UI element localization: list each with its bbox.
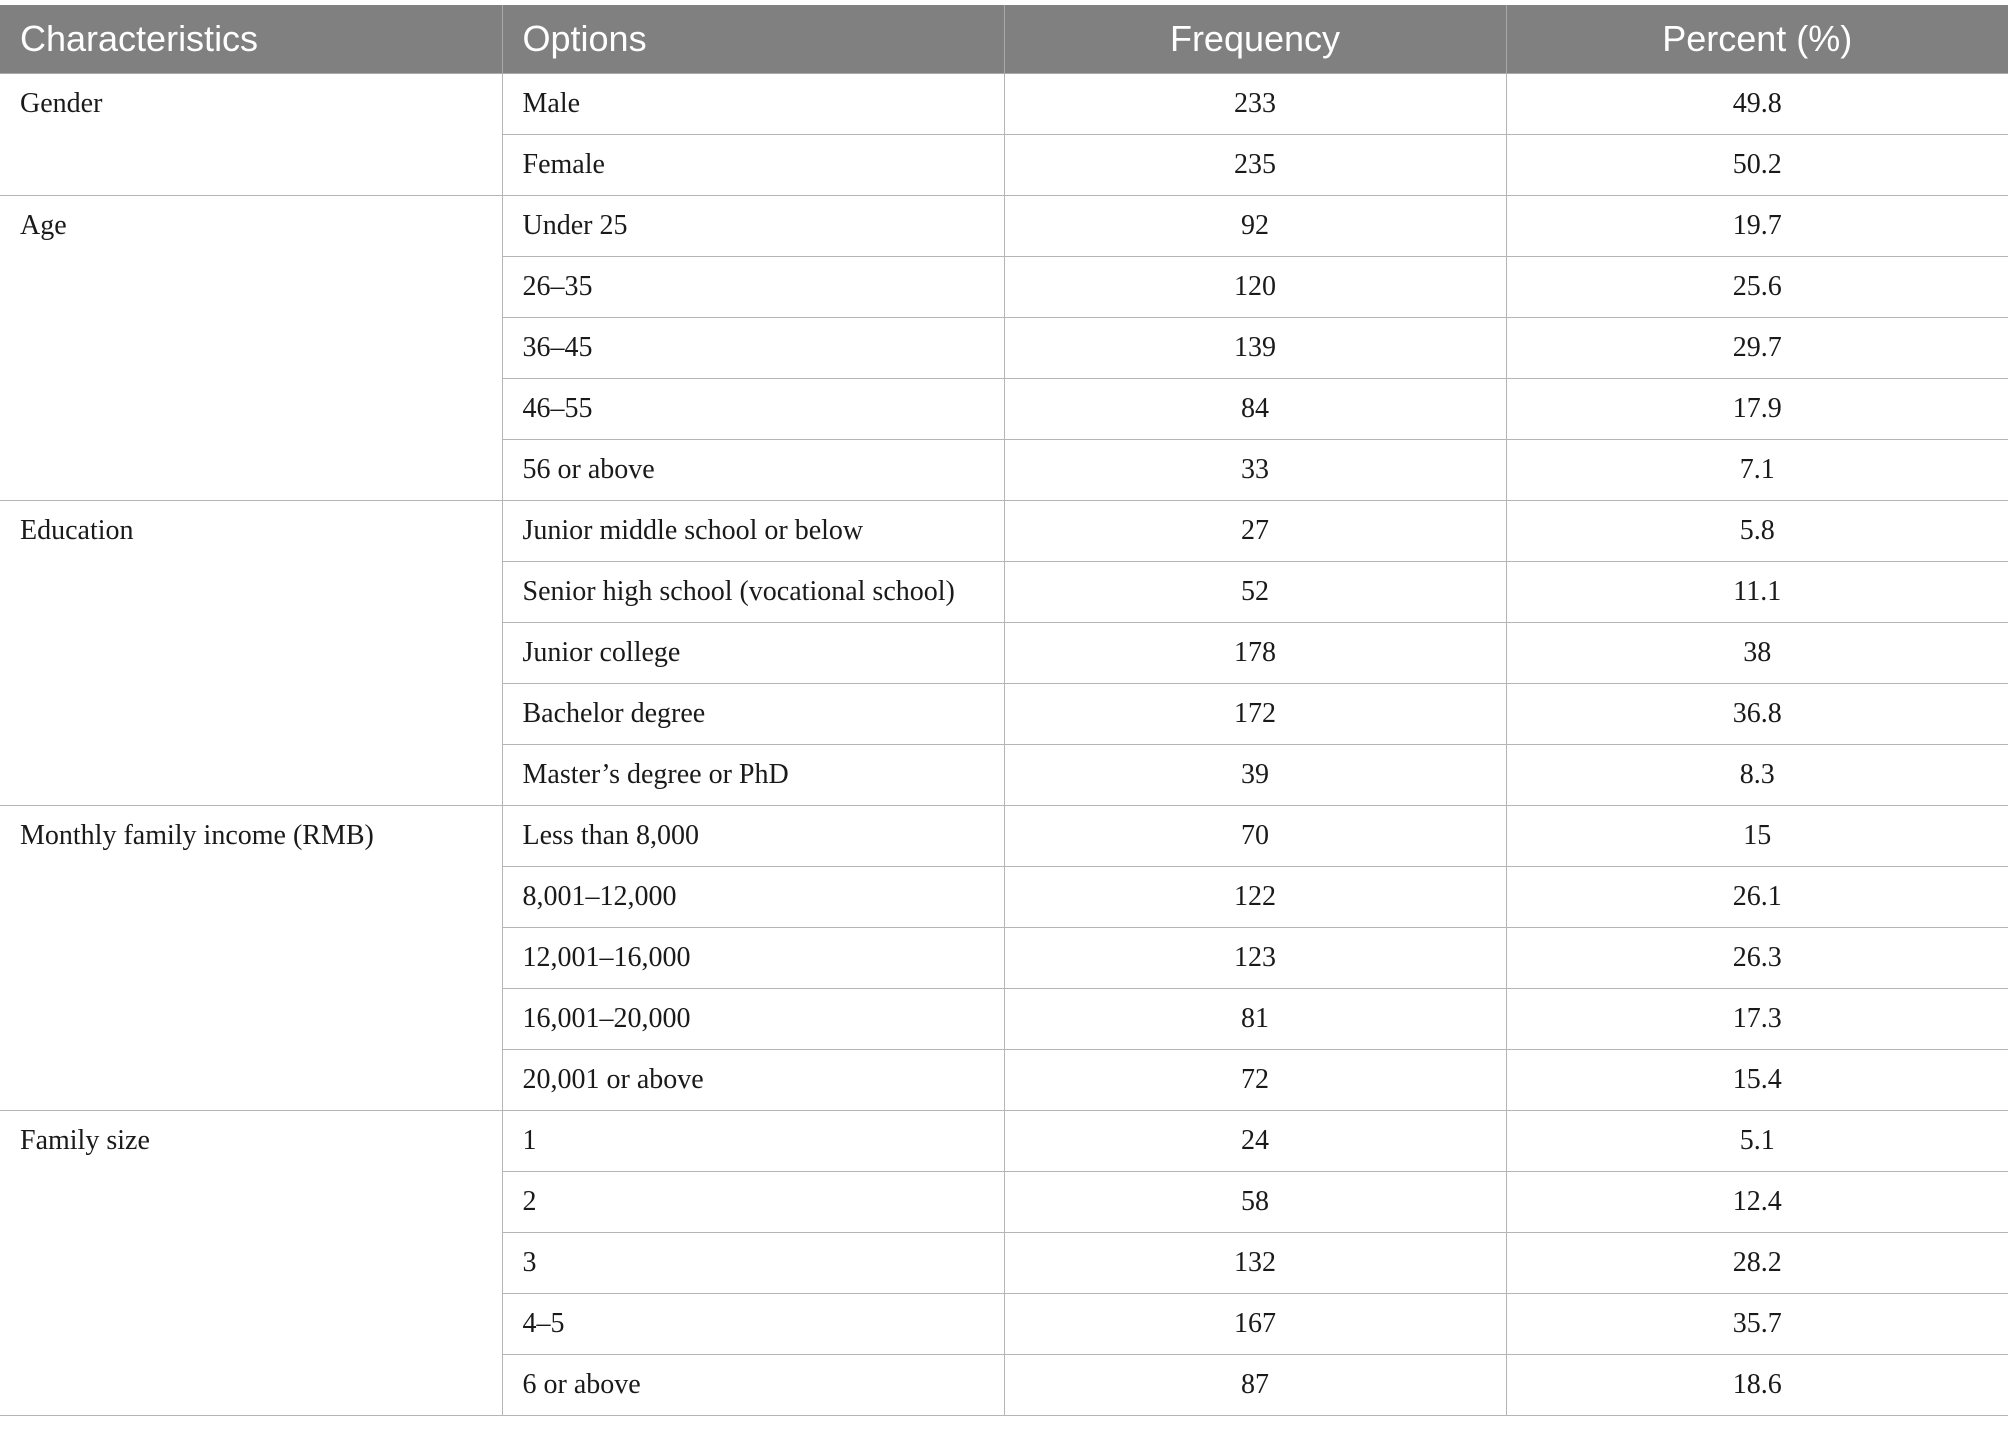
- frequency-cell: 58: [1004, 1172, 1506, 1233]
- frequency-cell: 84: [1004, 379, 1506, 440]
- table-body: [0, 74, 2008, 1416]
- option-cell: 26–35: [502, 257, 1004, 318]
- percent-cell: 15.4: [1506, 1050, 2008, 1111]
- table-row: [0, 501, 2008, 562]
- characteristics-table: [0, 5, 2008, 1416]
- header-row: [0, 5, 2008, 74]
- table-row: [0, 74, 2008, 135]
- percent-cell: 7.1: [1506, 440, 2008, 501]
- frequency-cell: 120: [1004, 257, 1506, 318]
- percent-cell: 49.8: [1506, 74, 2008, 135]
- percent-cell: 19.7: [1506, 196, 2008, 257]
- frequency-cell: 139: [1004, 318, 1506, 379]
- header-percent: Percent (%): [1506, 5, 2008, 74]
- percent-cell: 38: [1506, 623, 2008, 684]
- option-cell: 12,001–16,000: [502, 928, 1004, 989]
- header-frequency: Frequency: [1004, 5, 1506, 74]
- table-container: [0, 5, 2009, 1416]
- option-cell: 20,001 or above: [502, 1050, 1004, 1111]
- frequency-cell: 24: [1004, 1111, 1506, 1172]
- option-cell: Under 25: [502, 196, 1004, 257]
- option-cell: 46–55: [502, 379, 1004, 440]
- frequency-cell: 33: [1004, 440, 1506, 501]
- percent-cell: 17.9: [1506, 379, 2008, 440]
- option-cell: 4–5: [502, 1294, 1004, 1355]
- option-cell: Master’s degree or PhD: [502, 745, 1004, 806]
- frequency-cell: 123: [1004, 928, 1506, 989]
- option-cell: 36–45: [502, 318, 1004, 379]
- option-cell: 6 or above: [502, 1355, 1004, 1416]
- percent-cell: 8.3: [1506, 745, 2008, 806]
- frequency-cell: 87: [1004, 1355, 1506, 1416]
- percent-cell: 35.7: [1506, 1294, 2008, 1355]
- option-cell: Male: [502, 74, 1004, 135]
- frequency-cell: 27: [1004, 501, 1506, 562]
- category-cell: Gender: [0, 74, 502, 196]
- option-cell: 8,001–12,000: [502, 867, 1004, 928]
- option-cell: 2: [502, 1172, 1004, 1233]
- percent-cell: 11.1: [1506, 562, 2008, 623]
- option-cell: Less than 8,000: [502, 806, 1004, 867]
- option-cell: Junior college: [502, 623, 1004, 684]
- category-cell: Education: [0, 501, 502, 806]
- option-cell: 16,001–20,000: [502, 989, 1004, 1050]
- percent-cell: 5.8: [1506, 501, 2008, 562]
- category-cell: Monthly family income (RMB): [0, 806, 502, 1111]
- frequency-cell: 92: [1004, 196, 1506, 257]
- category-cell: Family size: [0, 1111, 502, 1416]
- frequency-cell: 70: [1004, 806, 1506, 867]
- percent-cell: 28.2: [1506, 1233, 2008, 1294]
- option-cell: Bachelor degree: [502, 684, 1004, 745]
- percent-cell: 26.1: [1506, 867, 2008, 928]
- percent-cell: 29.7: [1506, 318, 2008, 379]
- frequency-cell: 233: [1004, 74, 1506, 135]
- percent-cell: 17.3: [1506, 989, 2008, 1050]
- percent-cell: 36.8: [1506, 684, 2008, 745]
- option-cell: Junior middle school or below: [502, 501, 1004, 562]
- table-row: [0, 196, 2008, 257]
- table-row: [0, 806, 2008, 867]
- option-cell: 1: [502, 1111, 1004, 1172]
- frequency-cell: 167: [1004, 1294, 1506, 1355]
- frequency-cell: 172: [1004, 684, 1506, 745]
- category-cell: Age: [0, 196, 502, 501]
- frequency-cell: 132: [1004, 1233, 1506, 1294]
- percent-cell: 25.6: [1506, 257, 2008, 318]
- table-header: [0, 5, 2008, 74]
- percent-cell: 15: [1506, 806, 2008, 867]
- percent-cell: 50.2: [1506, 135, 2008, 196]
- option-cell: 56 or above: [502, 440, 1004, 501]
- frequency-cell: 52: [1004, 562, 1506, 623]
- option-cell: 3: [502, 1233, 1004, 1294]
- table-row: [0, 1111, 2008, 1172]
- option-cell: Female: [502, 135, 1004, 196]
- header-options: Options: [502, 5, 1004, 74]
- option-cell: Senior high school (vocational school): [502, 562, 1004, 623]
- percent-cell: 5.1: [1506, 1111, 2008, 1172]
- frequency-cell: 81: [1004, 989, 1506, 1050]
- percent-cell: 26.3: [1506, 928, 2008, 989]
- frequency-cell: 122: [1004, 867, 1506, 928]
- header-characteristics: Characteristics: [0, 5, 502, 74]
- frequency-cell: 39: [1004, 745, 1506, 806]
- percent-cell: 18.6: [1506, 1355, 2008, 1416]
- frequency-cell: 235: [1004, 135, 1506, 196]
- frequency-cell: 178: [1004, 623, 1506, 684]
- frequency-cell: 72: [1004, 1050, 1506, 1111]
- percent-cell: 12.4: [1506, 1172, 2008, 1233]
